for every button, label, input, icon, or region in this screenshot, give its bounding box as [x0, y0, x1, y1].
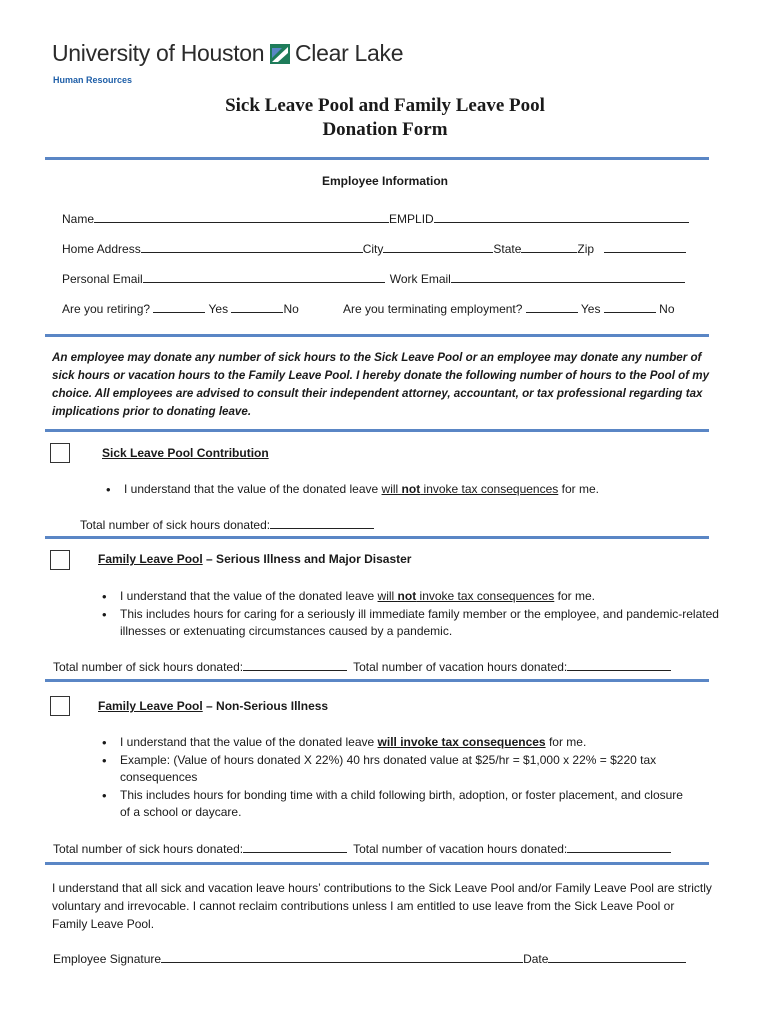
section2-totals	[53, 658, 671, 674]
date-field[interactable]	[548, 950, 686, 963]
zip-field[interactable]	[604, 240, 686, 253]
home-address-field[interactable]	[141, 240, 363, 253]
total-sick-label: Total number of sick hours donated:	[53, 842, 244, 856]
section3-sick-hours-field[interactable]	[243, 840, 347, 853]
closing-paragraph: I understand that all sick and vacation leave hours’ contributions to the Sick Leave Pool and/or Family Leave Pool are strictly voluntary and irrevocable. I cannot reclaim contributions unless I am entitled to use leave from the Sick Leave Pool or Family Leave Pool.	[52, 881, 712, 931]
total-vacation-label: Total number of vacation hours donated:	[353, 842, 568, 856]
section3-vacation-hours-field[interactable]	[567, 840, 671, 853]
logo-university-text: University of Houston	[52, 40, 265, 66]
signature-field[interactable]	[161, 950, 523, 963]
total-vacation-label: Total number of vacation hours donated:	[353, 660, 568, 674]
terminating-yes-label: Yes	[580, 302, 601, 316]
section1-total-sick	[80, 516, 374, 532]
retiring-row	[62, 300, 299, 316]
address-row	[62, 240, 686, 256]
form-title-line2: Donation Form	[322, 119, 448, 140]
section2-bullets	[96, 588, 722, 641]
retiring-yes-field[interactable]	[153, 300, 205, 313]
section3-bullets	[96, 734, 696, 822]
retiring-yes-label: Yes	[208, 302, 229, 316]
state-field[interactable]	[521, 240, 577, 253]
city-label: City	[362, 242, 384, 256]
logo-subtitle: Human Resources	[53, 75, 133, 85]
section1-divider	[45, 536, 709, 539]
terminating-yes-field[interactable]	[526, 300, 578, 313]
retiring-no-label: No	[283, 302, 299, 316]
personal-email-label: Personal Email	[62, 272, 143, 286]
family-leave-serious-checkbox[interactable]	[50, 550, 70, 570]
section3-title: Family Leave Pool – Non-Serious Illness	[98, 699, 329, 713]
emplid-field[interactable]	[434, 210, 689, 223]
employee-info-heading: Employee Information	[321, 174, 449, 188]
personal-email-field[interactable]	[143, 270, 385, 283]
section2-title: Family Leave Pool – Serious Illness and Major Disaster	[98, 552, 412, 566]
logo-clear-lake-text: Clear Lake	[294, 40, 404, 66]
name-row	[62, 210, 689, 226]
section1-sick-hours-field[interactable]	[270, 516, 374, 529]
list-item: • I understand that the value of the donated leave will not invoke tax consequences for me.	[96, 588, 722, 606]
email-row	[62, 270, 685, 286]
title-divider	[45, 157, 709, 160]
notice-divider	[45, 429, 709, 432]
logo	[52, 40, 403, 74]
section1-title: Sick Leave Pool Contribution	[102, 446, 269, 460]
list-item: • I understand that the value of the donated leave will not invoke tax consequences for me.	[100, 481, 720, 499]
section2-divider	[45, 679, 709, 682]
name-field[interactable]	[94, 210, 389, 223]
date-label: Date	[523, 952, 549, 966]
section2-vacation-hours-field[interactable]	[567, 658, 671, 671]
retiring-question: Are you retiring?	[62, 302, 151, 316]
name-label: Name	[62, 212, 95, 226]
list-item: • I understand that the value of the donated leave will invoke tax consequences for me.	[96, 734, 696, 752]
terminating-row	[343, 300, 675, 316]
total-sick-label: Total number of sick hours donated:	[53, 660, 244, 674]
logo-mark-icon	[270, 44, 290, 67]
donation-notice: An employee may donate any number of sick hours to the Sick Leave Pool or an employee may donate any number of sick hours or vacation hours to the Family Leave Pool. I hereby donate the following number of hours to the Pool of my choice. All employees are advised to consult their independent attorney, accountant, or tax professional regarding tax implications prior to donating leave.	[52, 351, 710, 418]
signature-label: Employee Signature	[53, 952, 162, 966]
zip-label: Zip	[577, 242, 595, 256]
signature-row	[53, 950, 686, 966]
total-sick-label: Total number of sick hours donated:	[80, 518, 271, 532]
city-field[interactable]	[383, 240, 493, 253]
family-leave-nonserious-checkbox[interactable]	[50, 696, 70, 716]
emplid-label: EMPLID	[389, 212, 434, 226]
sick-leave-pool-checkbox[interactable]	[50, 443, 70, 463]
terminating-no-label: No	[659, 302, 675, 316]
form-title-line1: Sick Leave Pool and Family Leave Pool	[225, 95, 545, 116]
list-item: • This includes hours for caring for a seriously ill immediate family member or the employee, and pandemic-related illnesses or extenuating circumstances caused by a pandemic.	[96, 606, 722, 641]
info-divider	[45, 334, 709, 337]
list-item: • This includes hours for bonding time with a child following birth, adoption, or foster placement, and closure of a school or daycare.	[96, 787, 696, 822]
section2-sick-hours-field[interactable]	[243, 658, 347, 671]
section3-divider	[45, 862, 709, 865]
section3-totals	[53, 840, 671, 856]
retiring-no-field[interactable]	[231, 300, 283, 313]
work-email-label: Work Email	[389, 272, 451, 286]
section1-bullets	[100, 481, 720, 499]
terminating-no-field[interactable]	[604, 300, 656, 313]
list-item: • Example: (Value of hours donated X 22%) 40 hrs donated value at $25/hr = $1,000 x 22% = $220 tax consequences	[96, 752, 696, 787]
home-address-label: Home Address	[62, 242, 141, 256]
terminating-question: Are you terminating employment?	[343, 302, 523, 316]
work-email-field[interactable]	[451, 270, 685, 283]
state-label: State	[493, 242, 522, 256]
